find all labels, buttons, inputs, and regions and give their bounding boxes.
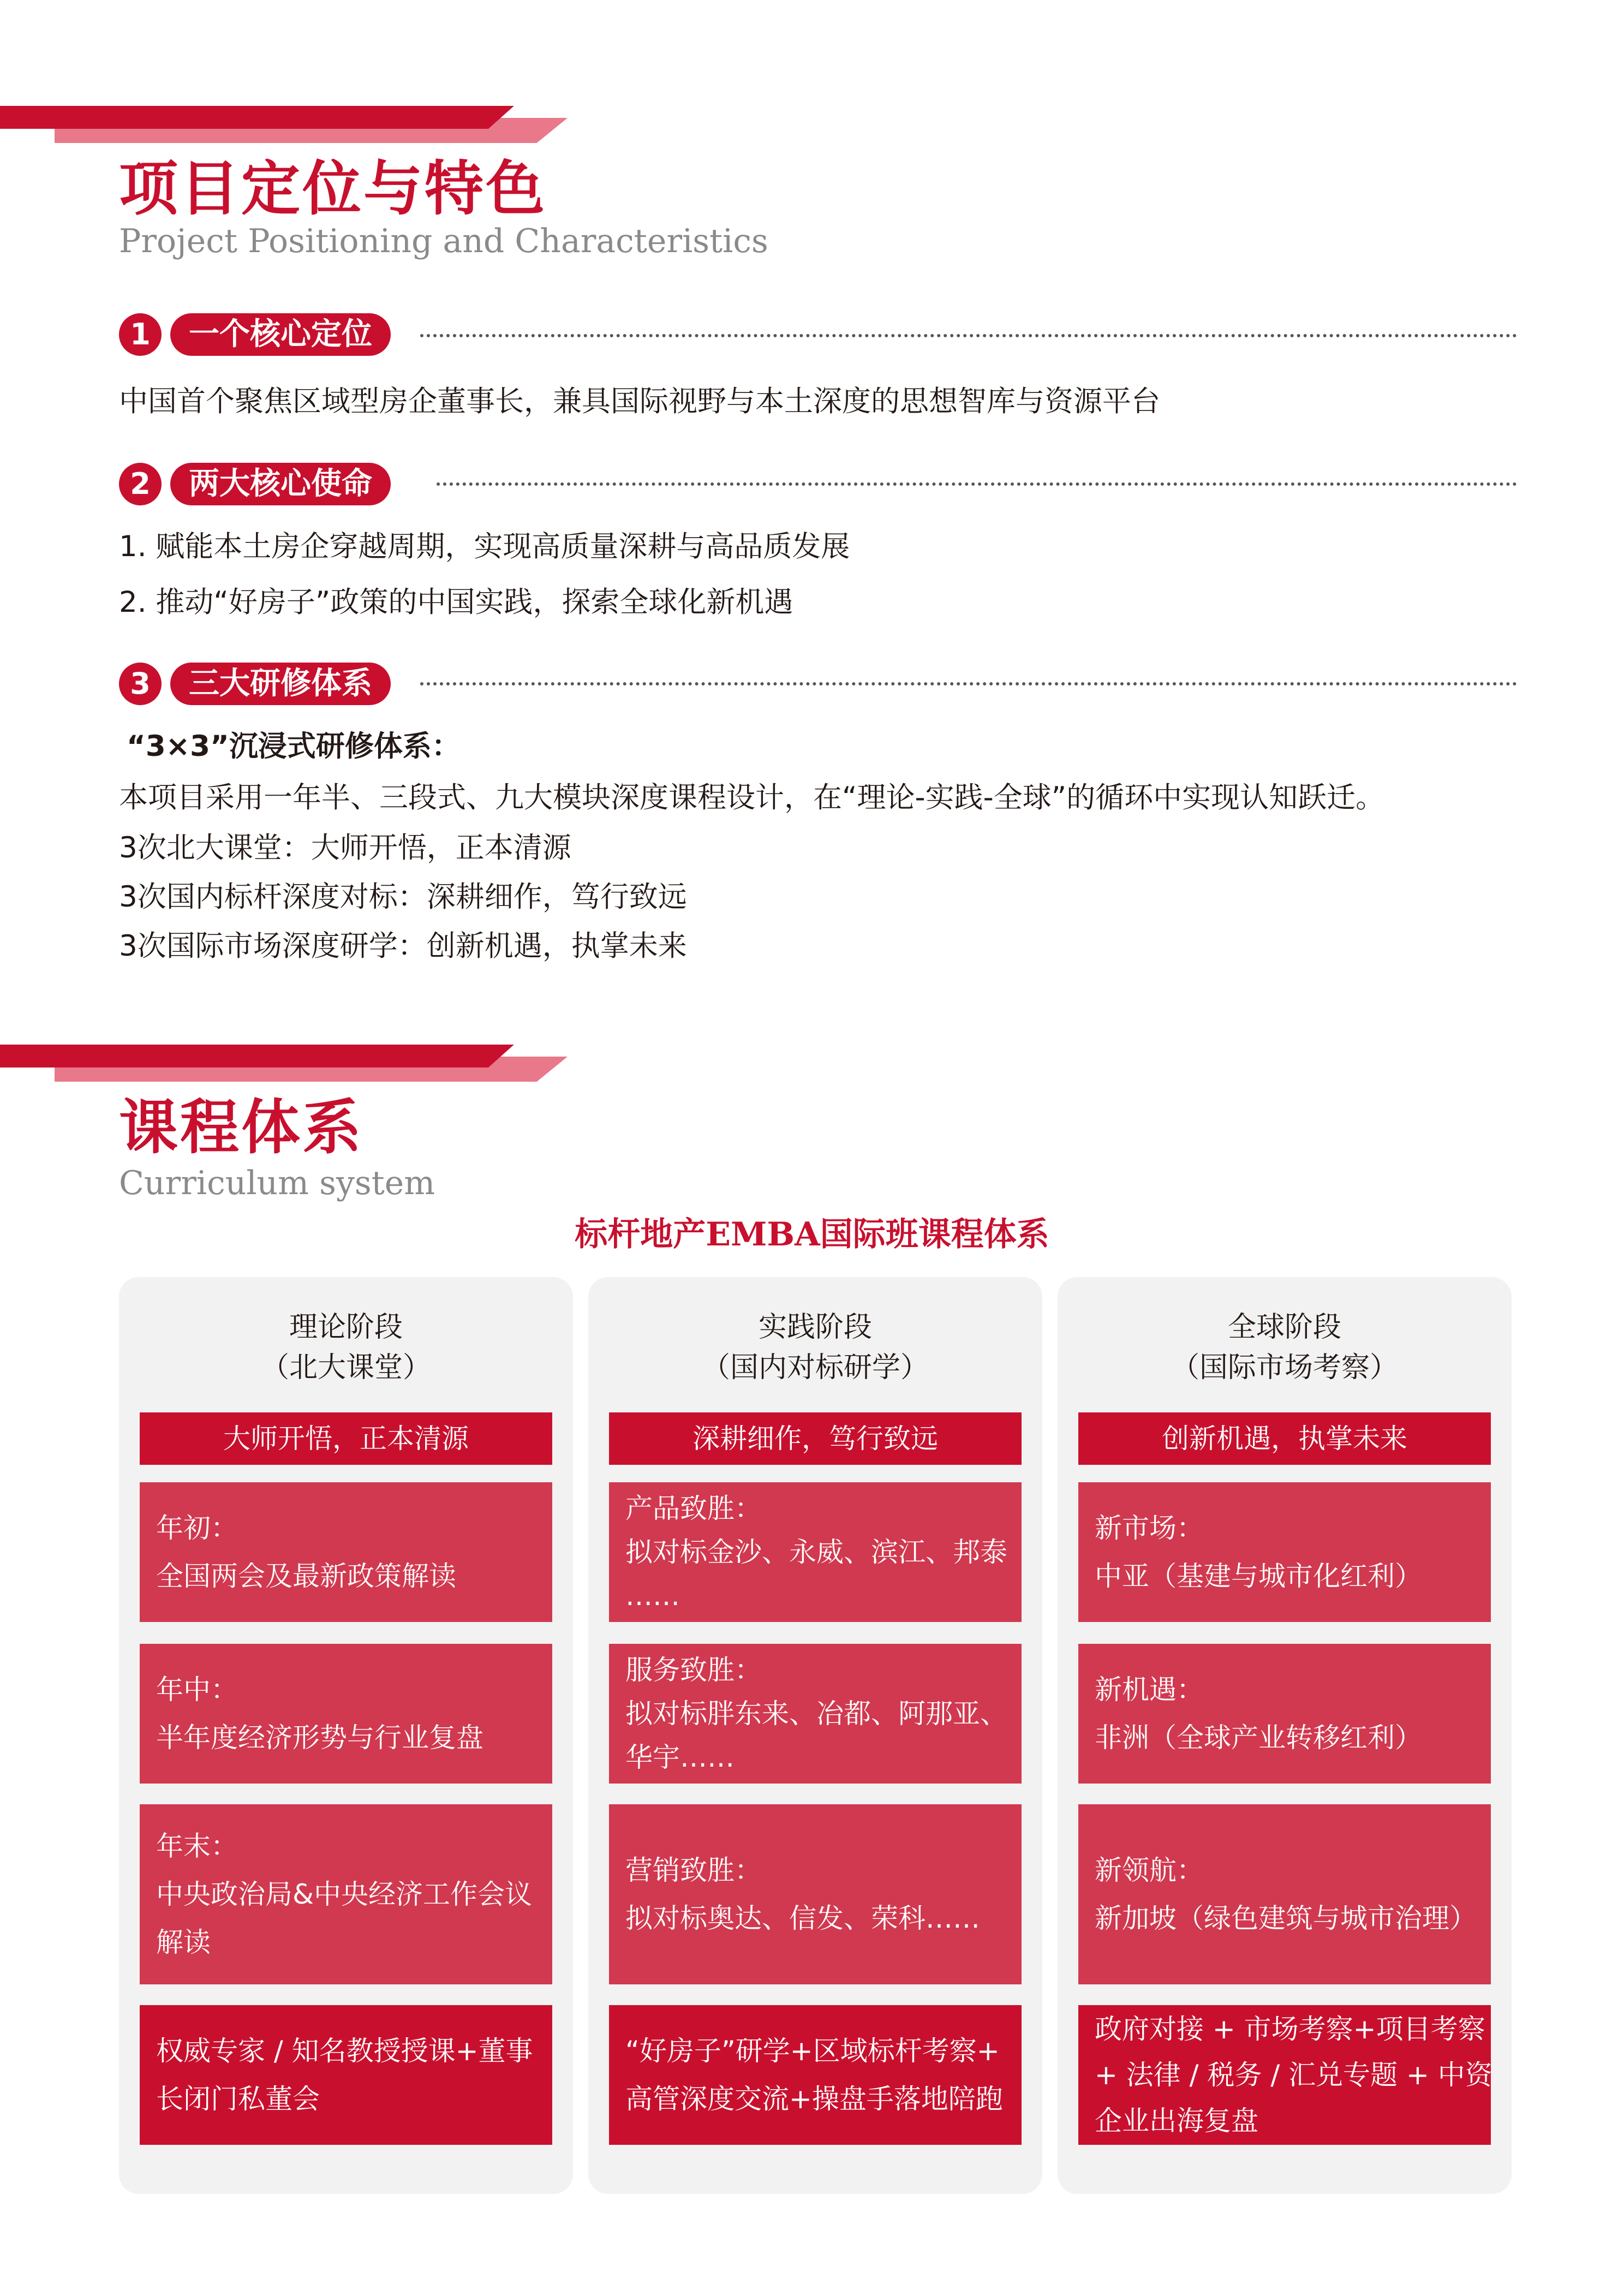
card-line: 年末：: [156, 1830, 238, 1862]
card-line: 半年度经济形势与行业复盘: [156, 1722, 483, 1754]
item-text: 中国首个聚焦区域型房企董事长，兼具国际视野与本土深度的思想智库与资源平台: [119, 385, 1160, 418]
card-line: 权威专家 / 知名教授授课+董事: [156, 2035, 533, 2067]
stage-column-theory: [119, 1277, 573, 2194]
stage-subtitle: （国内对标研学）: [701, 1351, 929, 1384]
card-line: 中亚（基建与城市化红利）: [1095, 1560, 1422, 1592]
item-label-pill: 两大核心使命: [170, 463, 391, 505]
stage-subtitle: （北大课堂）: [260, 1351, 431, 1384]
section-subtitle: Curriculum system: [119, 1164, 435, 1202]
card-line: 服务致胜：: [625, 1654, 762, 1686]
dotted-divider: [437, 482, 1517, 486]
card-line: “好房子”研学+区域标杆考察+: [625, 2035, 1000, 2067]
card-line: 中央政治局&中央经济工作会议: [156, 1878, 532, 1910]
module-card-summary: [140, 2005, 552, 2145]
card-line: 营销致胜：: [625, 1854, 762, 1886]
stage-subtitle: （国际市场考察）: [1171, 1351, 1398, 1384]
card-line: 新领航：: [1095, 1854, 1204, 1886]
card-line: 新市场：: [1095, 1512, 1204, 1544]
curriculum-title: 标杆地产EMBA国际班课程体系: [575, 1215, 1049, 1254]
number-badge: 3: [119, 663, 162, 705]
card-line: 新机遇：: [1095, 1674, 1204, 1705]
card-line: 产品致胜：: [625, 1493, 762, 1524]
item-label-pill: 三大研修体系: [170, 663, 391, 705]
stage-column-practice: [588, 1277, 1042, 2194]
module-card: [609, 1644, 1022, 1784]
module-card: [1078, 1644, 1491, 1784]
card-line: 年初：: [156, 1512, 238, 1544]
stage-motto: 深耕细作，笃行致远: [609, 1412, 1022, 1465]
number-badge: 2: [119, 463, 162, 505]
item-text: 1. 赋能本土房企穿越周期，实现高质量深耕与高品质发展: [119, 530, 850, 563]
stage-title: 实践阶段: [758, 1311, 872, 1344]
module-card: [1078, 1482, 1491, 1622]
card-line: + 法律 / 税务 / 汇兑专题 + 中资: [1095, 2059, 1492, 2091]
header-bar-dark: [0, 1045, 514, 1068]
card-line: 企业出海复盘: [1095, 2105, 1258, 2137]
item-heading: “3×3”沉浸式研修体系：: [127, 730, 461, 763]
card-line: 非洲（全球产业转移红利）: [1095, 1722, 1422, 1754]
page-subtitle: Project Positioning and Characteristics: [119, 222, 768, 260]
stage-motto: 大师开悟，正本清源: [140, 1412, 552, 1465]
module-card-summary: [609, 2005, 1022, 2145]
stage-motto: 创新机遇，执掌未来: [1078, 1412, 1491, 1465]
item-text: 本项目采用一年半、三段式、九大模块深度课程设计，在“理论-实践-全球”的循环中实现认知跃迁。: [119, 781, 1385, 814]
card-line: 拟对标奥达、信发、荣科……: [625, 1903, 980, 1934]
module-card-summary: [1078, 2005, 1491, 2145]
card-line: 解读: [156, 1927, 211, 1958]
module-card: [609, 1482, 1022, 1622]
card-line: 新加坡（绿色建筑与城市治理）: [1095, 1903, 1477, 1934]
card-line: 长闭门私董会: [156, 2083, 320, 2115]
stage-column-global: [1058, 1277, 1512, 2194]
dotted-divider: [420, 682, 1517, 685]
card-line: 全国两会及最新政策解读: [156, 1560, 456, 1592]
dotted-divider: [420, 334, 1517, 337]
number-badge: 1: [119, 313, 162, 356]
module-card: [1078, 1804, 1491, 1984]
item-text: 3次北大课堂：大师开悟，正本清源: [119, 831, 571, 864]
item-text: 3次国际市场深度研学：创新机遇，执掌未来: [119, 929, 687, 963]
item-label-pill: 一个核心定位: [170, 313, 391, 356]
stage-title: 全球阶段: [1227, 1311, 1341, 1344]
module-card: [140, 1804, 552, 1984]
module-card: [140, 1482, 552, 1622]
item-text: 2. 推动“好房子”政策的中国实践，探索全球化新机遇: [119, 586, 793, 619]
card-line: 拟对标胖东来、冶都、阿那亚、: [625, 1698, 1007, 1730]
card-line: 拟对标金沙、永威、滨江、邦泰: [625, 1536, 1007, 1568]
card-line: 华宇……: [625, 1742, 735, 1773]
stage-title: 理论阶段: [289, 1311, 403, 1344]
card-line: ……: [625, 1580, 680, 1612]
section-title: 课程体系: [119, 1093, 364, 1162]
card-line: 政府对接 + 市场考察+项目考察: [1095, 2013, 1485, 2045]
card-line: 年中：: [156, 1674, 238, 1705]
card-line: 高管深度交流+操盘手落地陪跑: [625, 2083, 1003, 2115]
page-title: 项目定位与特色: [119, 154, 547, 223]
module-card: [140, 1644, 552, 1784]
item-text: 3次国内标杆深度对标：深耕细作，笃行致远: [119, 880, 687, 914]
module-card: [609, 1804, 1022, 1984]
header-bar-dark: [0, 106, 514, 129]
